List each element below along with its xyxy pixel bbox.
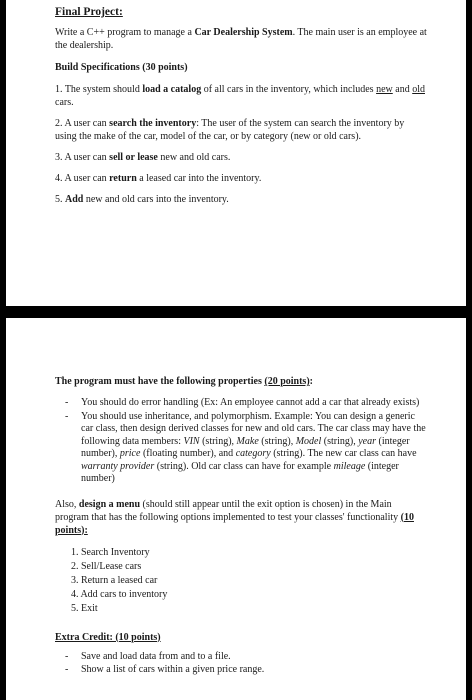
spec-bold: return [109, 173, 137, 184]
spec-text: and [392, 84, 413, 95]
spec-bold: Add [65, 194, 84, 205]
spec-bold: sell or lease [109, 152, 158, 163]
spec-text: of all cars in the inventory, which includes [201, 84, 377, 95]
property-text: (string). Old car class can have for example [154, 460, 334, 472]
spec-item [55, 151, 428, 164]
property-text: (string). The new car class can have [270, 448, 417, 459]
spec-text: a leased car into the inventory. [136, 173, 262, 184]
property-text: (string), [321, 435, 359, 447]
page-title: Final Project: [55, 6, 123, 18]
spec-item [55, 172, 428, 185]
property-text: (floating number), and [140, 448, 236, 459]
spec-number: 3. [55, 152, 63, 163]
spec-number: 2. [55, 118, 63, 129]
spec-text: A user can [64, 152, 110, 163]
list-item [65, 664, 428, 677]
list-item [65, 651, 428, 664]
extra-credit-heading: Extra Credit: (10 points) [55, 631, 161, 643]
menu-points: (10 points): [55, 511, 414, 536]
spec-number: 1. [55, 84, 63, 95]
spec-underline: new [376, 84, 393, 95]
menu-intro-text: Also, [55, 498, 79, 510]
dash-bullet: - [65, 410, 69, 422]
properties-list [65, 397, 428, 486]
property-text: (string), [258, 435, 296, 447]
spec-item [55, 83, 428, 109]
intro-bold-text: Car Dealership System [194, 27, 293, 38]
intro-paragraph [55, 26, 428, 52]
field-name: Model [295, 435, 322, 447]
properties-heading-text: The program must have the following properties [55, 376, 265, 387]
spec-item [55, 193, 428, 206]
dash-bullet: - [65, 397, 69, 408]
property-text: You should use inheritance, and polymorphism. Example: You can design a generic car class, then design derived classes for new and old cars. The car class may have the following data members: [81, 410, 426, 447]
spec-text: new and old cars. [157, 152, 231, 163]
spec-text: The system should [64, 84, 143, 95]
spec-number: 4. [55, 173, 63, 184]
field-name: category [235, 448, 271, 459]
build-specs-heading: Build Specifications (30 points) [55, 62, 188, 73]
menu-option: 1. Search Inventory [71, 546, 150, 558]
list-item [65, 411, 428, 486]
list-item [65, 397, 428, 410]
bottom-page [6, 318, 466, 700]
property-text: (string), [199, 435, 237, 447]
top-page [6, 0, 466, 306]
spec-text: A user can [64, 173, 110, 184]
property-text: You should do error handling (Ex: An employee cannot add a car that already exists) [81, 397, 420, 408]
menu-intro-bold: design a menu [78, 498, 141, 510]
spec-text: A user can [64, 118, 110, 129]
spec-text: cars. [55, 97, 74, 108]
spec-text: new and old cars into the inventory. [83, 194, 229, 205]
dash-bullet: - [65, 650, 69, 662]
extra-credit-text: Save and load data from and to a file. [81, 650, 231, 662]
spec-text: : The user of the system can search the inventory by using the make of the car, model of the car, or by category (new or old cars). [55, 118, 405, 142]
menu-intro-paragraph [55, 498, 428, 537]
intro-text-end: . The main user is an employee at the dealership. [55, 27, 427, 51]
menu-option: 2. Sell/Lease cars [71, 560, 142, 572]
property-text: (integer number) [81, 460, 399, 484]
menu-intro-text: (should still appear until the exit option is chosen) in the Main program that has the following options implemented to test your classes' functionality [55, 498, 401, 523]
spec-number: 5. [55, 194, 63, 205]
spec-underline: old [412, 84, 425, 95]
extra-credit-text: Show a list of cars within a given price range. [81, 664, 265, 675]
spec-item [55, 117, 428, 143]
spec-bold: search the inventory [109, 118, 197, 129]
menu-option: 4. Add cars to inventory [71, 588, 168, 600]
menu-option: 5. Exit [71, 602, 98, 614]
dash-bullet: - [65, 664, 69, 675]
properties-heading-colon: : [309, 376, 313, 387]
field-name: mileage [333, 460, 366, 472]
properties-points: (20 points) [264, 376, 310, 387]
menu-option: 3. Return a leased car [71, 574, 158, 586]
extra-credit-list [65, 651, 428, 677]
property-text: (integer number), [81, 435, 410, 459]
field-name: year [358, 435, 376, 447]
field-name: warranty provider [81, 460, 155, 472]
intro-text: Write a C++ program to manage a [55, 27, 195, 38]
menu-options-list [71, 546, 428, 616]
properties-heading [55, 375, 428, 388]
spec-bold: load a catalog [142, 84, 202, 95]
field-name: Make [236, 435, 259, 447]
field-name: VIN [183, 435, 200, 447]
field-name: price [119, 448, 141, 459]
